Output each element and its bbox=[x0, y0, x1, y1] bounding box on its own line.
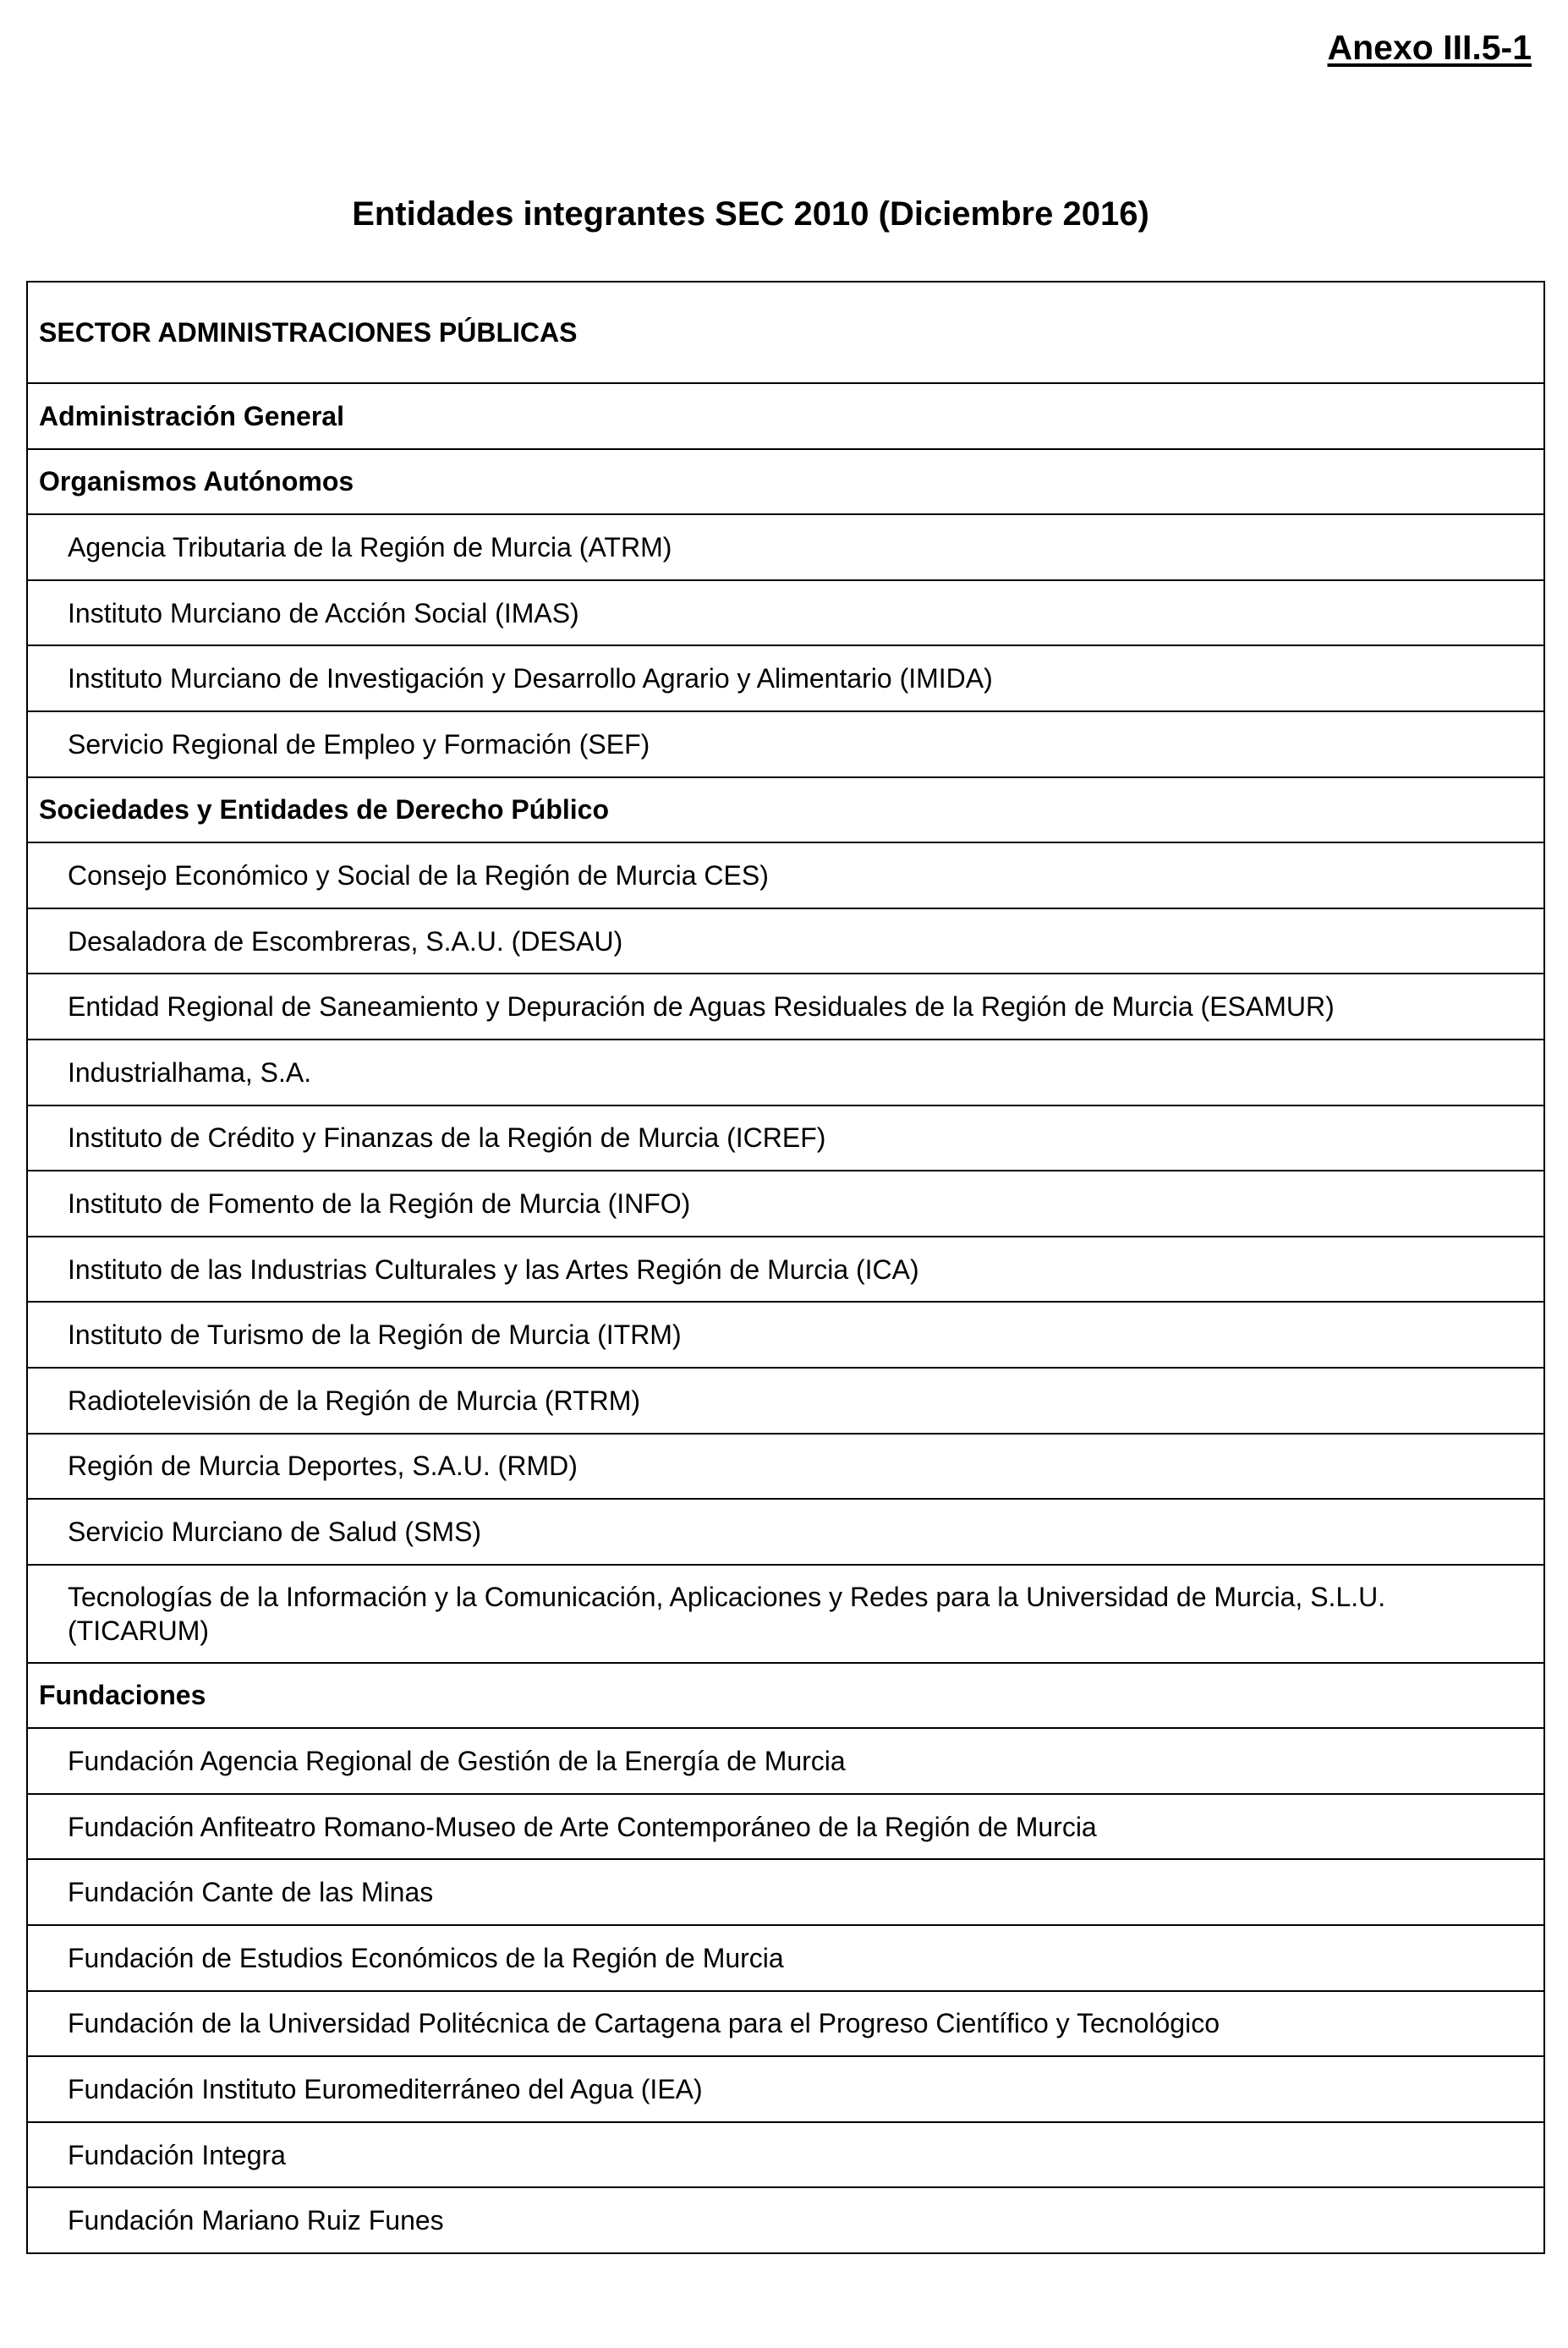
entity-row: Entidad Regional de Saneamiento y Depuración de Aguas Residuales de la Región de Murcia (ESAMUR) bbox=[28, 973, 1543, 1039]
entity-row: Región de Murcia Deportes, S.A.U. (RMD) bbox=[28, 1433, 1543, 1499]
entity-row: Fundación Anfiteatro Romano-Museo de Arte Contemporáneo de la Región de Murcia bbox=[28, 1793, 1543, 1859]
entity-row: Desaladora de Escombreras, S.A.U. (DESAU) bbox=[28, 908, 1543, 974]
entity-row: Fundación Instituto Euromediterráneo del Agua (IEA) bbox=[28, 2055, 1543, 2121]
entity-row: Instituto Murciano de Acción Social (IMAS) bbox=[28, 579, 1543, 645]
entity-row: Fundación Agencia Regional de Gestión de la Energía de Murcia bbox=[28, 1727, 1543, 1793]
entity-row: Radiotelevisión de la Región de Murcia (RTRM) bbox=[28, 1367, 1543, 1433]
entity-row: Agencia Tributaria de la Región de Murcia (ATRM) bbox=[28, 513, 1543, 579]
entity-row: Tecnologías de la Información y la Comunicación, Aplicaciones y Redes para la Universidad de Murcia, S.L.U. (TICARUM) bbox=[28, 1564, 1543, 1662]
group-row-administracion-general: Administración General bbox=[28, 382, 1543, 448]
group-row-sociedades: Sociedades y Entidades de Derecho Público bbox=[28, 776, 1543, 842]
entity-row: Servicio Murciano de Salud (SMS) bbox=[28, 1498, 1543, 1564]
entity-row: Industrialhama, S.A. bbox=[28, 1039, 1543, 1105]
entity-row: Fundación Integra bbox=[28, 2121, 1543, 2187]
entity-row: Instituto Murciano de Investigación y Desarrollo Agrario y Alimentario (IMIDA) bbox=[28, 645, 1543, 710]
document-title: Entidades integrantes SEC 2010 (Diciembre 2016) bbox=[352, 195, 1149, 233]
entity-row: Consejo Económico y Social de la Región de Murcia CES) bbox=[28, 842, 1543, 908]
entity-row: Instituto de Turismo de la Región de Murcia (ITRM) bbox=[28, 1301, 1543, 1367]
entity-row: Fundación de la Universidad Politécnica de Cartagena para el Progreso Científico y Tecnológico bbox=[28, 1990, 1543, 2056]
entity-table bbox=[26, 281, 1545, 2254]
entity-row: Fundación Cante de las Minas bbox=[28, 1858, 1543, 1924]
entity-row: Fundación de Estudios Económicos de la Región de Murcia bbox=[28, 1924, 1543, 1990]
entity-row: Fundación Mariano Ruiz Funes bbox=[28, 2186, 1543, 2252]
entity-row: Servicio Regional de Empleo y Formación (SEF) bbox=[28, 710, 1543, 776]
sector-heading-row: SECTOR ADMINISTRACIONES PÚBLICAS bbox=[39, 317, 578, 348]
group-row-fundaciones: Fundaciones bbox=[28, 1662, 1543, 1728]
entity-row: Instituto de Fomento de la Región de Murcia (INFO) bbox=[28, 1170, 1543, 1236]
entity-row: Instituto de las Industrias Culturales y las Artes Región de Murcia (ICA) bbox=[28, 1236, 1543, 1302]
group-row-organismos-autonomos: Organismos Autónomos bbox=[28, 448, 1543, 514]
entity-row: Instituto de Crédito y Finanzas de la Región de Murcia (ICREF) bbox=[28, 1105, 1543, 1171]
annex-label: Anexo III.5-1 bbox=[1327, 28, 1532, 67]
